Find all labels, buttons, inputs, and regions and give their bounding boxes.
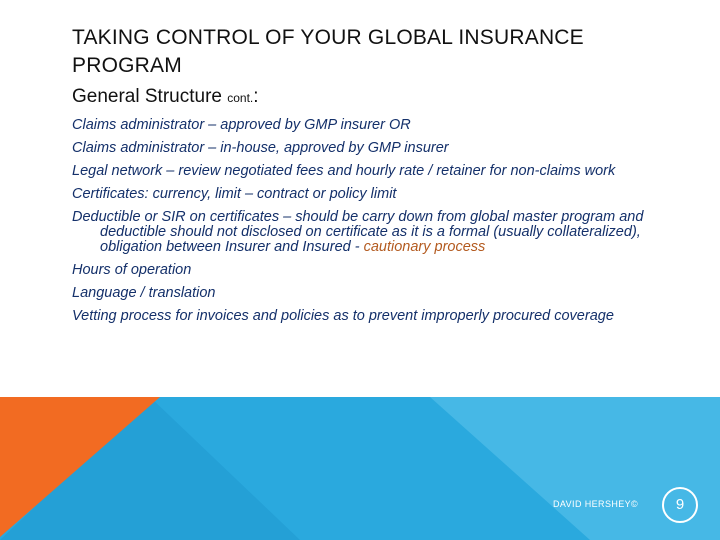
list-item-text: Legal network – review negotiated fees and hourly rate / retainer for non-claims work xyxy=(72,163,616,179)
list-item xyxy=(72,164,662,179)
footer-author: DAVID HERSHEY© xyxy=(553,499,639,509)
subtitle-cont: cont. xyxy=(227,91,254,105)
list-item-text: Hours of operation xyxy=(72,262,192,278)
list-item-text: Certificates: currency, limit – contract or policy limit xyxy=(72,186,397,202)
slide-subtitle xyxy=(72,86,259,108)
list-item-highlight: cautionary process xyxy=(363,239,486,255)
list-item-text: Claims administrator – in-house, approved by GMP insurer xyxy=(72,140,449,156)
list-item xyxy=(72,187,662,202)
slide-title: TAKING CONTROL OF YOUR GLOBAL INSURANCE PROGRAM xyxy=(72,26,584,77)
list-item-text: Language / translation xyxy=(72,285,216,301)
list-item xyxy=(72,309,662,324)
subtitle-colon: : xyxy=(253,86,259,107)
list-item xyxy=(72,263,662,278)
list-item xyxy=(72,118,662,133)
subtitle-text: General Structure xyxy=(72,86,222,107)
list-item xyxy=(72,210,662,255)
list-item-text: Vetting process for invoices and policies as to prevent improperly procured coverage xyxy=(72,308,614,324)
list-item xyxy=(72,286,662,301)
bullet-list xyxy=(72,118,662,332)
list-item-text: Claims administrator – approved by GMP insurer OR xyxy=(72,117,411,133)
page-number: 9 xyxy=(662,487,698,523)
decorative-band xyxy=(0,397,720,540)
list-item xyxy=(72,141,662,156)
list-item-text: Deductible or SIR on certificates – should be carry down from global master program and deductible should not disclosed on certificate as it is a formal (usually collateralized), obligation between Insurer and Insured - xyxy=(72,209,644,255)
